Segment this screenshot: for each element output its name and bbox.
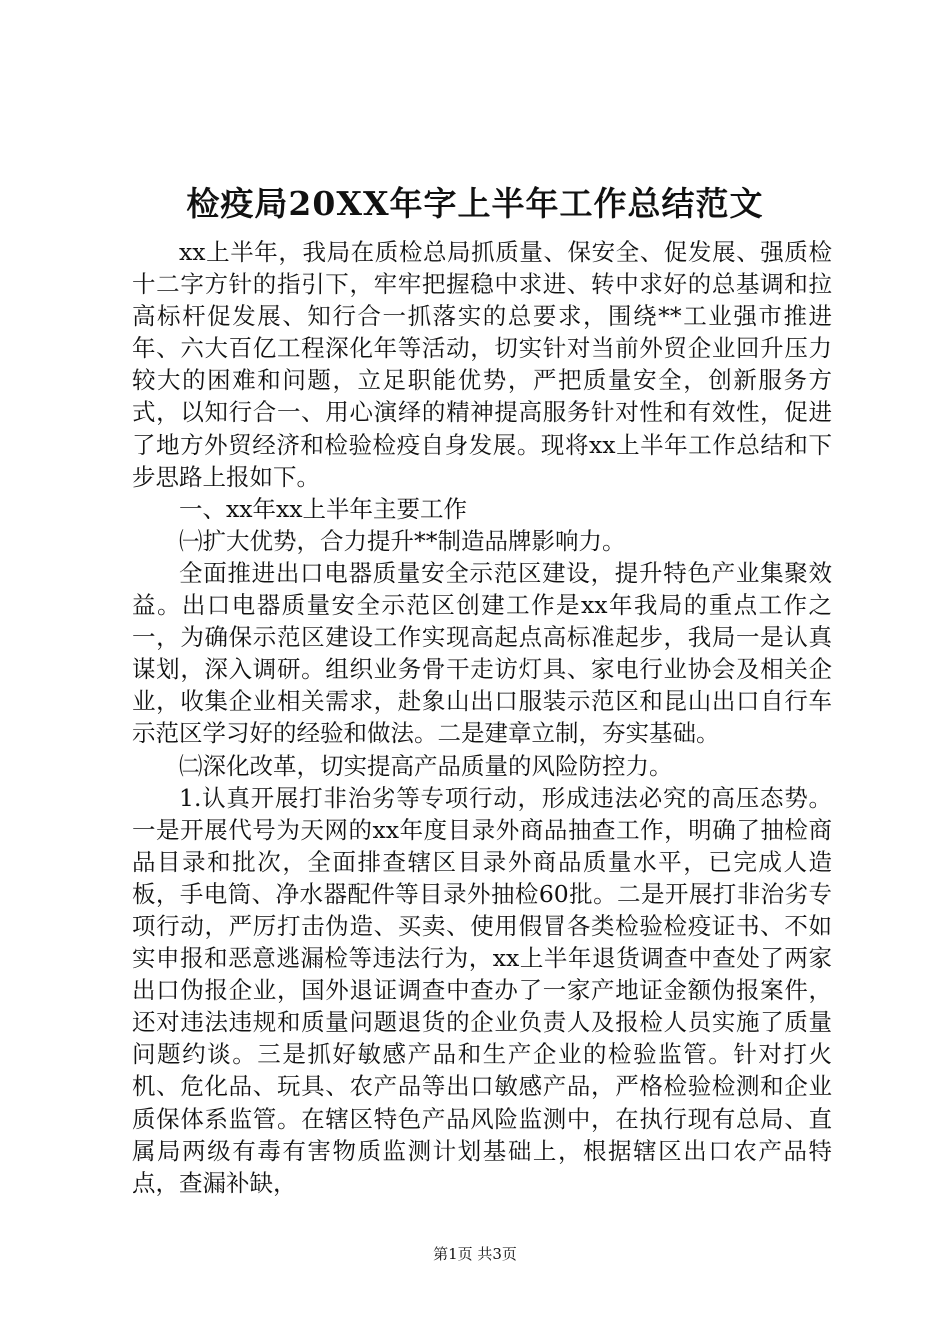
body-paragraph-1: 全面推进出口电器质量安全示范区建设，提升特色产业集聚效益。出口电器质量安全示范区创建工作是xx年我局的重点工作之一，为确保示范区建设工作实现高起点高标准起步，我局一是认真谋划，深入调研。组织业务骨干走访灯具、家电行业协会及相关企业，收集企业相关需求，赴象山出口服装示范区和昆山出口自行车示范区学习好的经验和做法。二是建章立制，夯实基础。 xyxy=(132,558,832,748)
document-title: 检疫局20XX年字上半年工作总结范文 xyxy=(186,184,764,223)
page-footer: 第1页 共3页 xyxy=(433,1245,517,1263)
body-paragraph-2: 1.认真开展打非治劣等专项行动，形成违法必究的高压态势。一是开展代号为天网的xx年度目录外商品抽查工作，明确了抽检商品目录和批次，全面排查辖区目录外商品质量水平，已完成人造板，手电筒、净水器配件等目录外抽检60批。二是开展打非治劣专项行动，严厉打击伪造、买卖、使用假冒各类检验检疫证书、不如实申报和恶意逃漏检等违法行为，xx上半年退货调查中查处了两家出口伪报企业，国外退证调查中查办了一家产地证金额伪报案件，还对违法违规和质量问题退货的企业负责人及报检人员实施了质量问题约谈。三是抓好敏感产品和生产企业的检验监管。针对打火机、危化品、玩具、农产品等出口敏感产品，严格检验检测和企业质保体系监管。在辖区特色产品风险监测中，在执行现有总局、直属局两级有毒有害物质监测计划基础上，根据辖区出口农产品特点，查漏补缺， xyxy=(132,783,832,1197)
intro-paragraph: xx上半年，我局在质检总局抓质量、保安全、促发展、强质检十二字方针的指引下，牢牢把握稳中求进、转中求好的总基调和拉高标杆促发展、知行合一抓落实的总要求，围绕**工业强市推进年、六大百亿工程深化年等活动，切实针对当前外贸企业回升压力较大的困难和问题，立足职能优势，严把质量安全，创新服务方式，以知行合一、用心演绎的精神提高服务针对性和有效性，促进了地方外贸经济和检验检疫自身发展。现将xx上半年工作总结和下步思路上报如下。 xyxy=(132,238,832,491)
document-body xyxy=(132,236,832,1199)
section-heading: 一、xx年xx上半年主要工作 xyxy=(179,494,468,523)
subsection-heading-2: ㈡深化改革，切实提高产品质量的风险防控力。 xyxy=(179,751,673,780)
subsection-heading-1: ㈠扩大优势，合力提升**制造品牌影响力。 xyxy=(179,526,626,555)
